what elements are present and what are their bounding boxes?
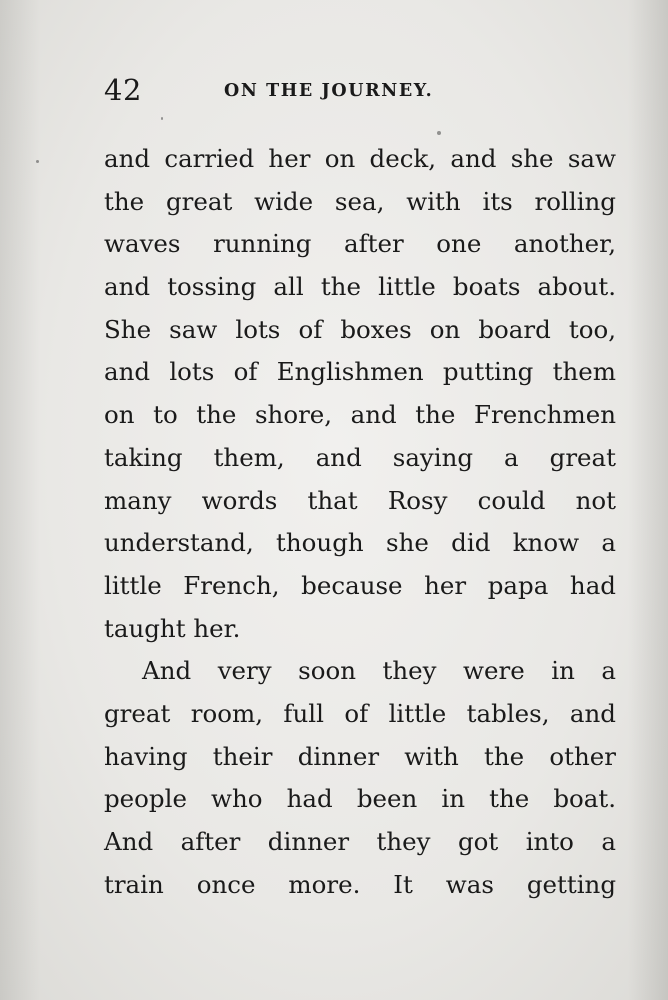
body-text <box>104 138 616 906</box>
page-number: 42 <box>104 73 142 107</box>
page-edge-shadow-left <box>0 0 40 1000</box>
text-line: on to the shore, and the Frenchmen <box>104 400 616 430</box>
text-line: understand, though she did know a <box>104 528 616 558</box>
text-line: having their dinner with the other <box>104 741 616 771</box>
text-line: and lots of Englishmen putting them <box>104 357 616 387</box>
text-line: the great wide sea, with its rolling <box>104 186 616 216</box>
text-line-paragraph-start: And very soon they were in a <box>142 656 616 686</box>
text-line: train once more. It was getting <box>104 869 616 899</box>
running-title: ON THE JOURNEY. <box>224 81 434 101</box>
text-line: She saw lots of boxes on board too, <box>104 314 616 344</box>
text-line: great room, full of little tables, and <box>104 698 616 728</box>
text-line: taking them, and saying a great <box>104 442 616 472</box>
text-line: waves running after one another, <box>104 229 616 259</box>
text-line: many words that Rosy could not <box>104 485 616 515</box>
print-speck <box>36 160 39 163</box>
print-speck <box>161 117 163 120</box>
text-line: And after dinner they got into a <box>104 827 616 856</box>
text-line: and tossing all the little boats about. <box>104 272 616 302</box>
text-line: people who had been in the boat. <box>104 784 616 814</box>
running-head <box>104 72 616 108</box>
print-speck <box>437 131 441 135</box>
text-line: little French, because her papa had <box>104 570 616 600</box>
page-edge-shadow-right <box>628 0 668 1000</box>
text-line: and carried her on deck, and she saw <box>104 144 616 173</box>
text-line-paragraph-end: taught her. <box>104 613 241 643</box>
